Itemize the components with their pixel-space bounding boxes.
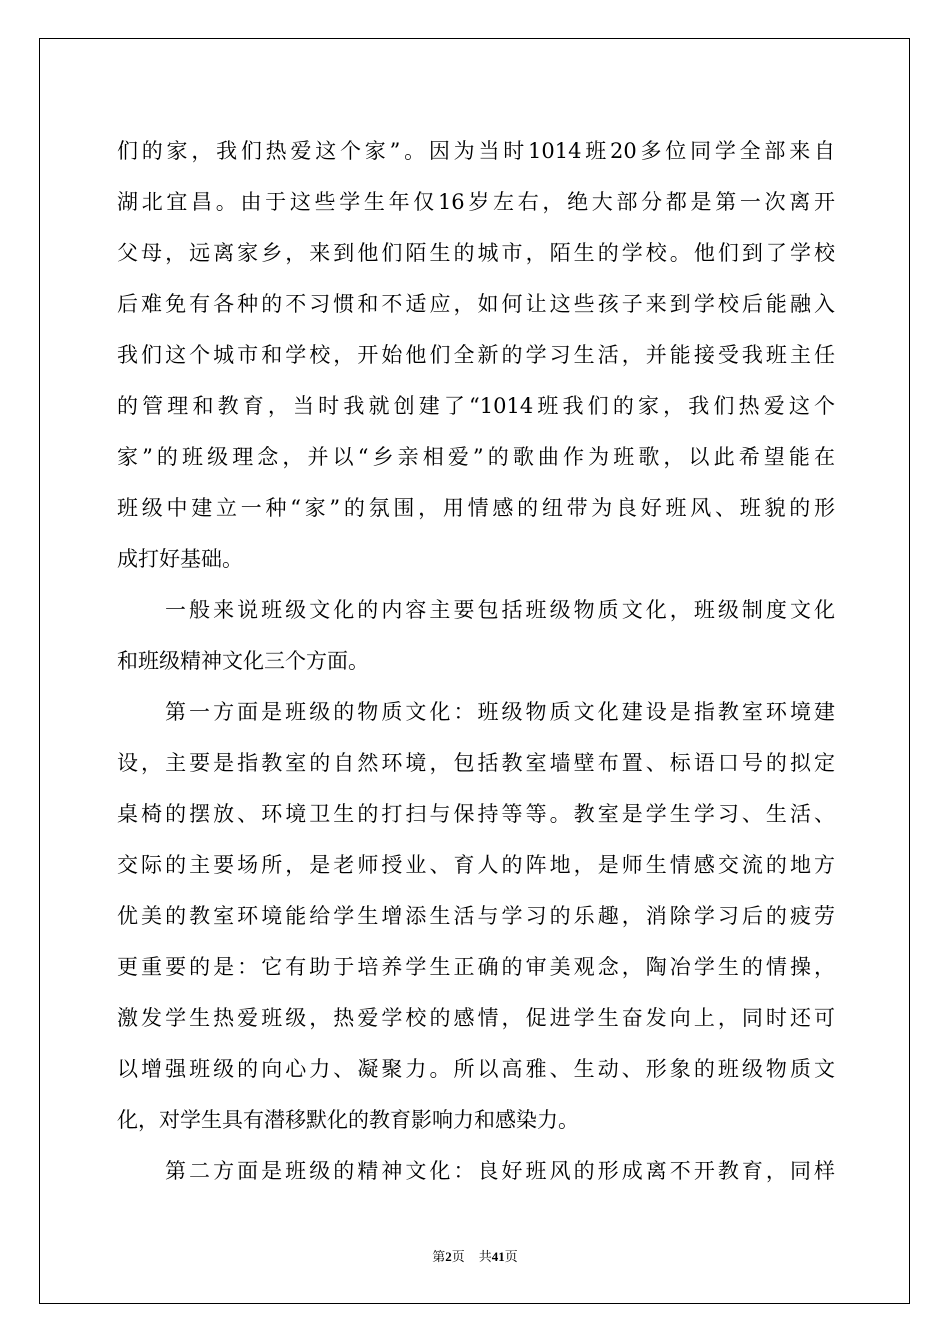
total-pages: 41 <box>491 1249 505 1264</box>
paragraph-first-line: 第二方面是班级的精神文化：良好班风的形成离不开教育，同样 <box>165 1159 835 1183</box>
document-body <box>117 126 835 1197</box>
text-line: 更重要的是：它有助于培养学生正确的审美观念，陶冶学生的情操， <box>117 955 835 979</box>
text-line: 的管理和教育，当时我就创建了“1014班我们的家，我们热爱这个 <box>117 394 835 418</box>
text-line: 设，主要是指教室的自然环境，包括教室墙壁布置、标语口号的拟定 <box>117 751 835 775</box>
text-line: 我们这个城市和学校，开始他们全新的学习生活，并能接受我班主任 <box>117 343 835 367</box>
text-line: 激发学生热爱班级，热爱学校的感情，促进学生奋发向上，同时还可 <box>117 1006 835 1030</box>
text-line: 交际的主要场所，是老师授业、育人的阵地，是师生情感交流的地方 <box>117 853 835 877</box>
text-line: 父母，远离家乡，来到他们陌生的城市，陌生的学校。他们到了学校 <box>117 241 835 265</box>
page-label-prefix: 第 <box>432 1249 446 1264</box>
text-line: 班级中建立一种“家”的氛围，用情感的纽带为良好班风、班貌的形 <box>117 496 835 520</box>
text-line: 优美的教室环境能给学生增添生活与学习的乐趣，消除学习后的疲劳 <box>117 904 835 928</box>
text-line: 化，对学生具有潜移默化的教育影响力和感染力。 <box>117 1108 579 1132</box>
text-line: 后难免有各种的不习惯和不适应，如何让这些孩子来到学校后能融入 <box>117 292 835 316</box>
page-footer <box>0 1249 950 1265</box>
text-line: 以增强班级的向心力、凝聚力。所以高雅、生动、形象的班级物质文 <box>117 1057 835 1081</box>
total-label-suffix: 页 <box>504 1249 518 1264</box>
page-label-suffix: 页 <box>451 1249 465 1264</box>
paragraph-first-line: 一般来说班级文化的内容主要包括班级物质文化，班级制度文化 <box>165 598 835 622</box>
total-label-prefix: 共 <box>478 1249 492 1264</box>
text-line: 和班级精神文化三个方面。 <box>117 649 369 673</box>
text-line: 桌椅的摆放、环境卫生的打扫与保持等等。教室是学生学习、生活、 <box>117 802 835 826</box>
text-line: 家”的班级理念，并以“乡亲相爱”的歌曲作为班歌，以此希望能在 <box>117 445 835 469</box>
page-number: 2 <box>445 1249 452 1264</box>
text-line: 们的家，我们热爱这个家”。因为当时1014班20多位同学全部来自 <box>117 139 835 163</box>
text-line: 湖北宜昌。由于这些学生年仅16岁左右，绝大部分都是第一次离开 <box>117 190 835 214</box>
paragraph-first-line: 第一方面是班级的物质文化：班级物质文化建设是指教室环境建 <box>165 700 835 724</box>
text-line: 成打好基础。 <box>117 547 243 571</box>
